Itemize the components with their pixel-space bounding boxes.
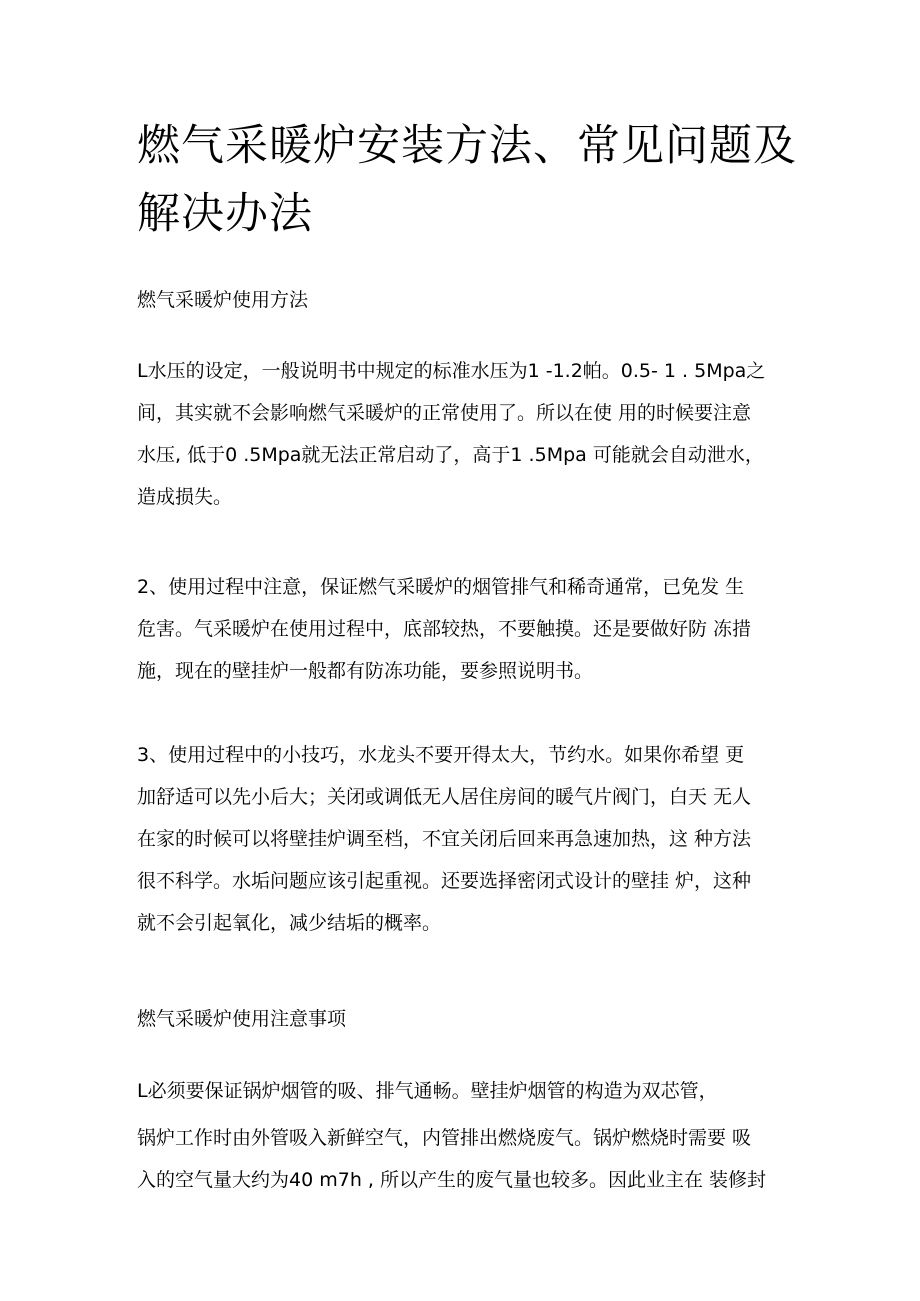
paragraph-air-volume xyxy=(137,1117,797,1201)
paragraph-usage-tips xyxy=(137,734,797,944)
text-line: 危害。气采暖炉在使用过程中，底部较热，不要触摸。还是要做好防 冻措 xyxy=(137,618,752,640)
text-line: 入的空气量大约为40 m7h , 所以产生的废气量也较多。因此业主在 装修封 xyxy=(137,1169,767,1191)
text-line: 很不科学。水垢问题应该引起重视。还要选择密闭式设计的壁挂 炉，这种 xyxy=(137,870,752,892)
text-line: 在家的时候可以将壁挂炉调至档，不宜关闭后回来再急速加热，这 种方法 xyxy=(137,828,752,850)
text-line: 间，其实就不会影响燃气采暖炉的正常使用了。所以在使 用的时候要注意 xyxy=(137,402,752,424)
title-line: 燃气采暖炉安装方法、常见问题及 xyxy=(137,121,797,171)
document-title xyxy=(137,112,797,248)
heading-text: 燃气采暖炉使用注意事项 xyxy=(137,1008,347,1030)
text-line: 3、使用过程中的小技巧，水龙头不要开得太大，节约水。如果你希望 更 xyxy=(137,744,745,766)
text-line: 2、使用过程中注意，保证燃气采暖炉的烟管排气和稀奇通常，已免发 生 xyxy=(137,576,745,598)
paragraph-flue-intake xyxy=(137,1070,797,1112)
text-line: 造成损失。 xyxy=(137,486,233,508)
section-heading-notes xyxy=(137,998,797,1040)
text-line: L必须要保证锅炉烟管的吸、排气通畅。壁挂炉烟管的构造为双芯管， xyxy=(137,1080,718,1102)
text-line: 水压, 低于0 .5Mpa就无法正常启动了，高于1 .5Mpa 可能就会自动泄水， xyxy=(137,444,764,466)
section-heading-usage xyxy=(137,279,797,321)
text-line: L水压的设定，一般说明书中规定的标准水压为1 -1.2帕。0.5- 1 . 5Mpa之 xyxy=(137,360,766,382)
text-line: 施，现在的壁挂炉一般都有防冻功能，要参照说明书。 xyxy=(137,660,594,682)
title-line: 解决办法 xyxy=(137,189,313,239)
paragraph-exhaust-safety xyxy=(137,566,797,692)
text-line: 就不会引起氧化，减少结垢的概率。 xyxy=(137,912,442,934)
paragraph-water-pressure xyxy=(137,350,797,518)
text-line: 加舒适可以先小后大；关闭或调低无人居住房间的暖气片阀门，白天 无人 xyxy=(137,786,752,808)
text-line: 锅炉工作时由外管吸入新鲜空气，内管排出燃烧废气。锅炉燃烧时需要 吸 xyxy=(137,1127,752,1149)
heading-text: 燃气采暖炉使用方法 xyxy=(137,289,309,311)
